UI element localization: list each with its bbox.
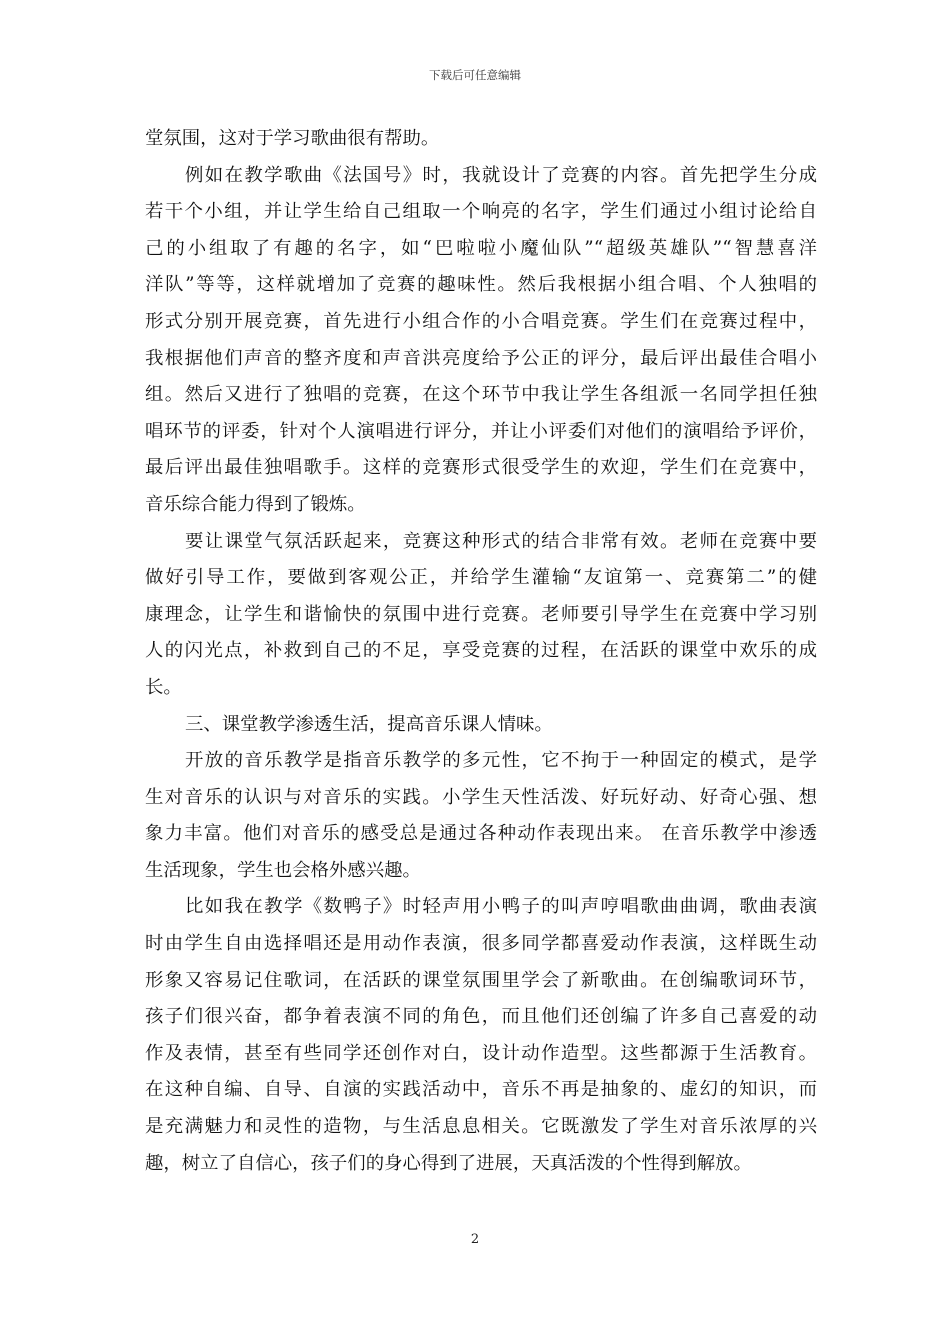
text-line: 洋队”等等，这样就增加了竞赛的趣味性。然后我根据小组合唱、个人独唱的 [145, 274, 817, 296]
text-line: 三、课堂教学渗透生活，提高音乐课人情味。 [185, 713, 553, 735]
text-line: 若干个小组，并让学生给自己组取一个响亮的名字，学生们通过小组讨论给自 [145, 201, 817, 223]
text-line: 作及表情，甚至有些同学还创作对白，设计动作造型。这些都源于生活教育。 [145, 1042, 817, 1064]
text-line: 例如在教学歌曲《法国号》时，我就设计了竞赛的内容。首先把学生分成 [185, 164, 817, 186]
text-line: 开放的音乐教学是指音乐教学的多元性，它不拘于一种固定的模式，是学 [185, 750, 817, 772]
text-line: 己的小组取了有趣的名字，如“巴啦啦小魔仙队”“超级英雄队”“智慧喜洋 [145, 237, 817, 259]
text-line: 是充满魅力和灵性的造物，与生活息息相关。它既激发了学生对音乐浓厚的兴 [145, 1116, 817, 1138]
text-line: 象力丰富。他们对音乐的感受总是通过各种动作表现出来。 在音乐教学中渗透 [145, 823, 817, 845]
text-line: 最后评出最佳独唱歌手。这样的竞赛形式很受学生的欢迎，学生们在竞赛中， [145, 457, 817, 479]
body-text [145, 121, 817, 1182]
text-line: 康理念，让学生和谐愉快的氛围中进行竞赛。老师要引导学生在竞赛中学习别 [145, 603, 817, 625]
text-line: 形象又容易记住歌词，在活跃的课堂氛围里学会了新歌曲。在创编歌词环节， [145, 969, 817, 991]
page-number: 2 [470, 1232, 480, 1247]
text-line: 在这种自编、自导、自演的实践活动中，音乐不再是抽象的、虚幻的知识，而 [145, 1079, 817, 1101]
text-line: 孩子们很兴奋，都争着表演不同的角色，而且他们还创编了许多自己喜爱的动 [145, 1006, 817, 1028]
text-line: 唱环节的评委，针对个人演唱进行评分，并让小评委们对他们的演唱给予评价， [145, 420, 817, 442]
text-line: 堂氛围，这对于学习歌曲很有帮助。 [145, 128, 440, 149]
text-line: 我根据他们声音的整齐度和声音洪亮度给予公正的评分，最后评出最佳合唱小 [145, 347, 817, 369]
text-line: 时由学生自由选择唱还是用动作表演，很多同学都喜爱动作表演，这样既生动 [145, 933, 817, 955]
text-line: 组。然后又进行了独唱的竞赛，在这个环节中我让学生各组派一名同学担任独 [145, 384, 817, 406]
text-line: 要让课堂气氛活跃起来，竞赛这种形式的结合非常有效。老师在竞赛中要 [185, 530, 817, 552]
text-line: 生活现象，学生也会格外感兴趣。 [145, 859, 421, 881]
text-line: 比如我在教学《数鸭子》时轻声用小鸭子的叫声哼唱歌曲曲调，歌曲表演 [185, 896, 817, 918]
page-header-note: 下载后可任意编辑 [429, 68, 521, 82]
text-line: 音乐综合能力得到了锻炼。 [145, 493, 366, 515]
text-line: 生对音乐的认识与对音乐的实践。小学生天性活泼、好玩好动、好奇心强、想 [145, 786, 817, 808]
text-line: 长。 [145, 676, 182, 698]
text-line: 人的闪光点，补救到自己的不足，享受竞赛的过程，在活跃的课堂中欢乐的成 [145, 640, 817, 662]
text-line: 做好引导工作，要做到客观公正，并给学生灌输“友谊第一、竞赛第二”的健 [145, 567, 817, 589]
text-line: 趣，树立了自信心，孩子们的身心得到了进展，天真活泼的个性得到解放。 [145, 1152, 752, 1174]
text-line: 形式分别开展竞赛，首先进行小组合作的小合唱竞赛。学生们在竞赛过程中， [145, 310, 817, 332]
